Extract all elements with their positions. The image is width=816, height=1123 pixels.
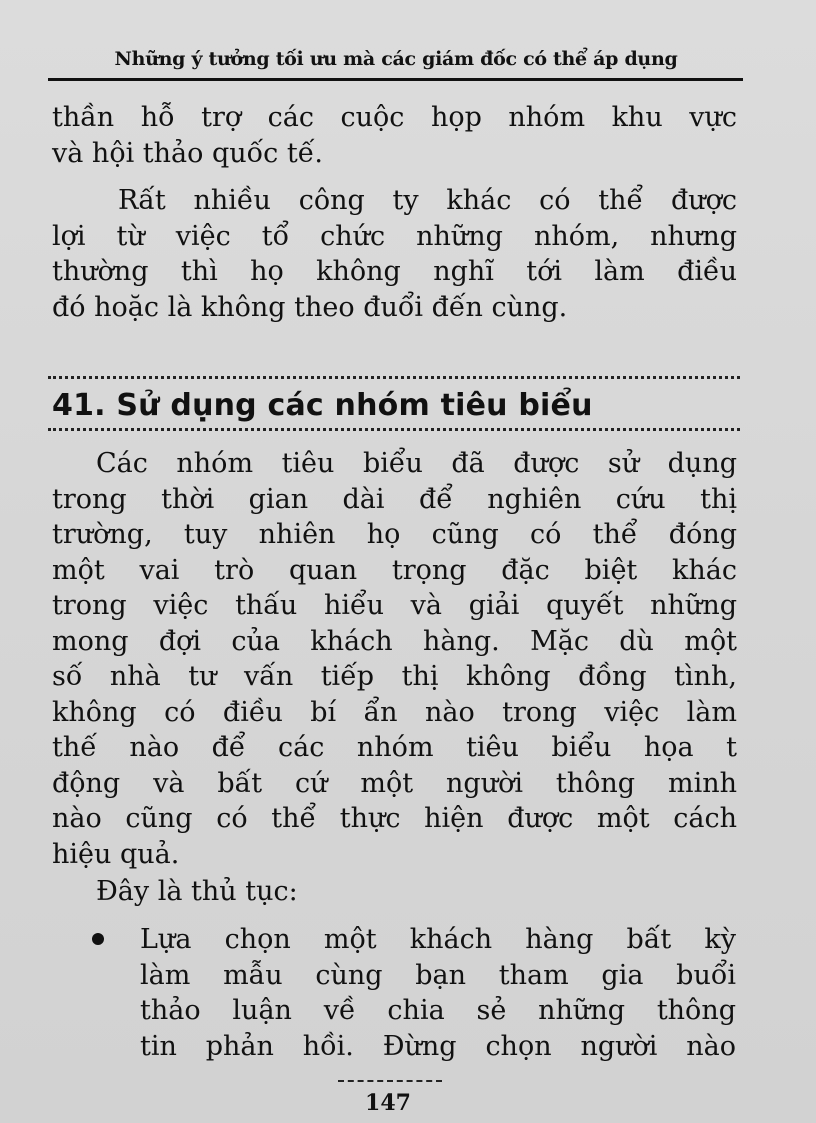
text-line: mong đợi của khách hàng. Mặc dù một (52, 625, 737, 657)
text-line: làm mẫu cùng bạn tham gia buổi (140, 959, 736, 991)
text-line: số nhà tư vấn tiếp thị không đồng tình, (52, 661, 737, 692)
text-line: thảo luận về chia sẻ những thông (140, 995, 736, 1026)
text-line: trường, tuy nhiên họ cũng có thể đóng (52, 519, 737, 550)
text-line: đó hoặc là không theo đuổi đến cùng. (52, 291, 568, 323)
running-head: Những ý tưởng tối ưu mà các giám đốc có thể áp dụng (114, 48, 678, 70)
intro-paragraph (52, 100, 737, 171)
bullet-dot-icon (92, 933, 104, 945)
text-line: tin phản hồi. Đừng chọn người nào (140, 1030, 736, 1062)
page-number: 147 (365, 1090, 411, 1116)
text-line: Các nhóm tiêu biểu đã được sử dụng (96, 448, 737, 479)
paragraph-companies (52, 183, 737, 325)
text-line: động và bất cứ một người thông minh (52, 767, 737, 799)
header-rule (48, 78, 743, 81)
text-line: trong việc thấu hiểu và giải quyết những (52, 590, 737, 621)
footer-dash (338, 1080, 442, 1082)
text-line: và hội thảo quốc tế. (52, 137, 323, 169)
bullet-text (140, 922, 736, 1064)
text-line: Rất nhiều công ty khác có thể được (118, 185, 737, 216)
section-title: 41. Sử dụng các nhóm tiêu biểu (52, 388, 593, 423)
text-line: trong thời gian dài để nghiên cứu thị (52, 483, 737, 515)
text-line: Lựa chọn một khách hàng bất kỳ (140, 924, 736, 955)
text-line: một vai trò quan trọng đặc biệt khác (52, 554, 737, 586)
text-line: không có điều bí ẩn nào trong việc làm (52, 696, 737, 728)
text-line: hiệu quả. (52, 838, 180, 870)
text-line: lợi từ việc tổ chức những nhóm, nhưng (52, 220, 737, 252)
paragraph-focus-groups (52, 446, 737, 872)
text-line: nào cũng có thể thực hiện được một cách (52, 803, 737, 834)
section-rule-top (48, 376, 740, 379)
text-line: thường thì họ không nghĩ tới làm điều (52, 256, 737, 287)
text-line: thần hỗ trợ các cuộc họp nhóm khu vực (52, 102, 737, 133)
text-line: thế nào để các nhóm tiêu biểu họa t (52, 732, 737, 763)
procedure-label: Đây là thủ tục: (96, 876, 298, 907)
section-rule-bottom (48, 428, 740, 431)
